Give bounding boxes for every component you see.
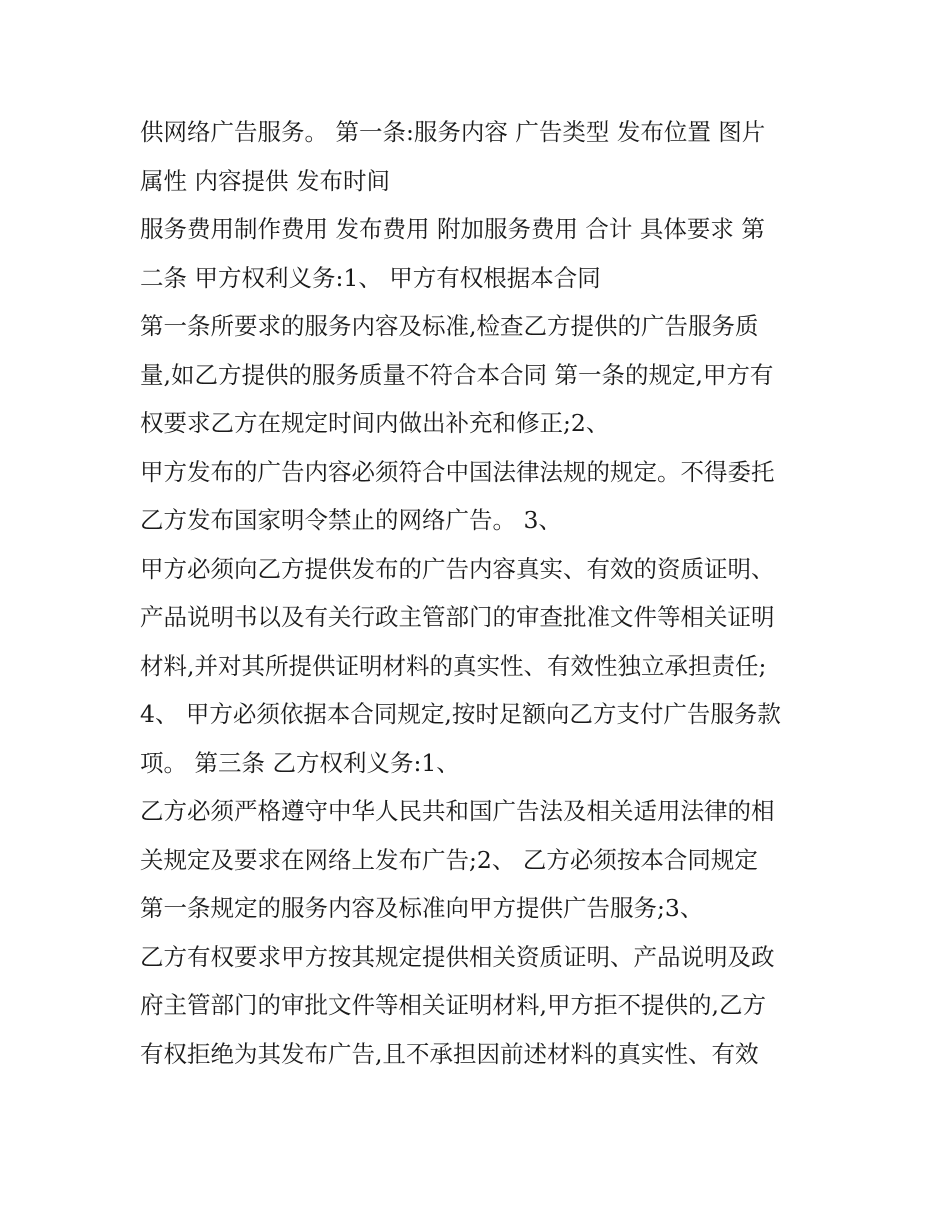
text-line: 二条 甲方权利义务:1、 甲方有权根据本合同 — [140, 263, 601, 292]
text-line: 有权拒绝为其发布广告,且不承担因前述材料的真实性、有效 — [140, 1039, 759, 1068]
text-line: 乙方必须严格遵守中华人民共和国广告法及相关适用法律的相 — [140, 797, 775, 825]
text-line: 材料,并对其所提供证明材料的真实性、有效性独立承担责任; — [140, 651, 767, 680]
text-line: 量,如乙方提供的服务质量不符合本合同 第一条的规定,甲方有 — [140, 360, 774, 389]
text-line: 乙方发布国家明令禁止的网络广告。 3、 — [140, 506, 562, 534]
text-line: 4、 甲方必须依据本合同规定,按时足额向乙方支付广告服务款 — [140, 700, 781, 728]
text-line: 甲方发布的广告内容必须符合中国法律法规的规定。不得委托 — [140, 457, 775, 486]
text-line: 权要求乙方在规定时间内做出补充和修正;2、 — [140, 409, 610, 437]
text-line: 项。 第三条 乙方权利义务:1、 — [140, 748, 460, 777]
text-line: 甲方必须向乙方提供发布的广告内容真实、有效的资质证明、 — [140, 554, 775, 583]
text-line: 供网络广告服务。 第一条:服务内容 广告类型 发布位置 图片 — [140, 118, 766, 146]
document-body — [140, 108, 820, 1078]
text-line: 第一条规定的服务内容及标准向甲方提供广告服务;3、 — [140, 894, 704, 922]
text-line: 关规定及要求在网络上发布广告;2、 乙方必须按本合同规定 — [140, 845, 758, 874]
text-line: 服务费用制作费用 发布费用 附加服务费用 合计 具体要求 第 — [140, 215, 765, 243]
text-line: 产品说明书以及有关行政主管部门的审查批准文件等相关证明 — [140, 603, 775, 631]
text-line: 府主管部门的审批文件等相关证明材料,甲方拒不提供的,乙方 — [140, 991, 766, 1019]
text-line: 第一条所要求的服务内容及标准,检查乙方提供的广告服务质 — [140, 312, 759, 340]
text-line: 乙方有权要求甲方按其规定提供相关资质证明、产品说明及政 — [140, 942, 775, 971]
text-line: 属性 内容提供 发布时间 — [140, 166, 390, 195]
